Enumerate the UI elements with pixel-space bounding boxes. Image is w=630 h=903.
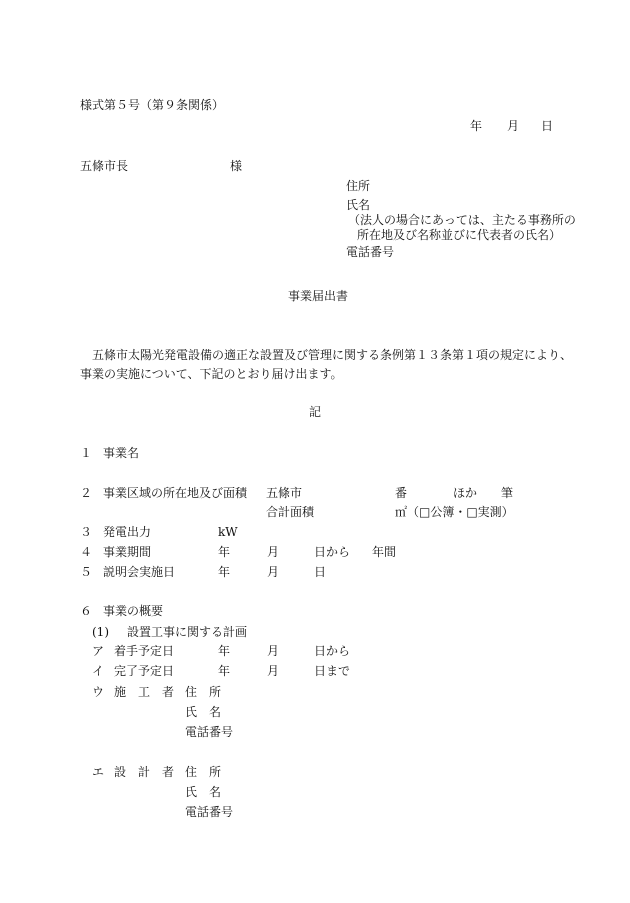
item6-u-kana: ウ bbox=[92, 685, 105, 699]
item1-label: 事業名 bbox=[103, 446, 140, 460]
item4-day-from: 日から bbox=[314, 545, 351, 559]
body-line-2: 事業の実施について、下記のとおり届け出ます。 bbox=[80, 367, 343, 381]
item6-e-phone: 電話番号 bbox=[185, 805, 234, 819]
item4-label: 事業期間 bbox=[103, 545, 152, 559]
item6-i-year: 年 bbox=[218, 664, 231, 678]
item6-i-month: 月 bbox=[267, 664, 280, 678]
item6-a-label: 着手予定日 bbox=[114, 644, 175, 658]
item3-number: ３ bbox=[80, 525, 93, 539]
item6-a-year: 年 bbox=[218, 644, 231, 658]
item3-unit: kW bbox=[218, 525, 238, 539]
item5-month: 月 bbox=[267, 565, 280, 579]
item6-i-label: 完了予定日 bbox=[114, 664, 175, 678]
item6-u-phone: 電話番号 bbox=[185, 725, 234, 739]
document-title: 事業届出書 bbox=[288, 289, 349, 303]
applicant-phone-label: 電話番号 bbox=[346, 245, 395, 259]
item5-year: 年 bbox=[218, 565, 231, 579]
addressee-mayor: 五條市長 bbox=[80, 159, 129, 173]
item6-e-kana: エ bbox=[92, 765, 105, 779]
item6-e-name: 氏 名 bbox=[185, 785, 222, 799]
item6-sub1-label: 設置工事に関する計画 bbox=[127, 625, 248, 639]
item6-label: 事業の概要 bbox=[103, 604, 164, 618]
item6-u-name: 氏 名 bbox=[185, 705, 222, 719]
applicant-name-label: 氏名 bbox=[346, 198, 371, 212]
date-month: 月 bbox=[507, 119, 520, 133]
item2-hitsu: 筆 bbox=[501, 486, 514, 500]
item6-e-address: 住 所 bbox=[185, 765, 222, 779]
item2-unit-method: ㎡（□公簿・□実測） bbox=[395, 505, 514, 519]
item5-number: ５ bbox=[80, 565, 93, 579]
item3-label: 発電出力 bbox=[103, 525, 152, 539]
item4-year: 年 bbox=[218, 545, 231, 559]
item6-e-label: 設 計 者 bbox=[114, 765, 175, 779]
item5-day: 日 bbox=[314, 565, 327, 579]
addressee-honorific: 様 bbox=[230, 159, 243, 173]
item2-number: ２ bbox=[80, 486, 93, 500]
item6-i-kana: イ bbox=[92, 664, 105, 678]
item2-hoka: ほか bbox=[453, 486, 478, 500]
item4-month: 月 bbox=[267, 545, 280, 559]
item4-years: 年間 bbox=[372, 545, 397, 559]
body-line-1: 五條市太陽光発電設備の適正な設置及び管理に関する条例第１３条第１項の規定により、 bbox=[92, 348, 573, 362]
item5-label: 説明会実施日 bbox=[103, 565, 176, 579]
item2-total-area: 合計面積 bbox=[266, 505, 315, 519]
item4-number: ４ bbox=[80, 545, 93, 559]
item6-a-day: 日から bbox=[314, 644, 351, 658]
item6-u-address: 住 所 bbox=[185, 685, 222, 699]
item6-number: ６ bbox=[80, 604, 93, 618]
item1-number: １ bbox=[80, 446, 93, 460]
item6-a-month: 月 bbox=[267, 644, 280, 658]
applicant-address-label: 住所 bbox=[346, 179, 371, 193]
ki-heading: 記 bbox=[309, 405, 322, 419]
item2-ban: 番 bbox=[395, 486, 408, 500]
item2-label: 事業区域の所在地及び面積 bbox=[103, 486, 248, 500]
item6-u-label: 施 工 者 bbox=[114, 685, 175, 699]
form-number: 様式第５号（第９条関係） bbox=[80, 98, 225, 112]
date-day: 日 bbox=[541, 119, 554, 133]
item6-a-kana: ア bbox=[92, 644, 105, 658]
applicant-corp-note-2: 所在地及び名称並びに代表者の氏名） bbox=[357, 228, 562, 242]
item6-sub1-number: (1) bbox=[92, 625, 109, 639]
item6-i-day: 日まで bbox=[314, 664, 351, 678]
date-year: 年 bbox=[470, 119, 483, 133]
applicant-corp-note-1: （法人の場合にあっては、主たる事務所の bbox=[348, 213, 576, 227]
item2-city: 五條市 bbox=[266, 486, 303, 500]
